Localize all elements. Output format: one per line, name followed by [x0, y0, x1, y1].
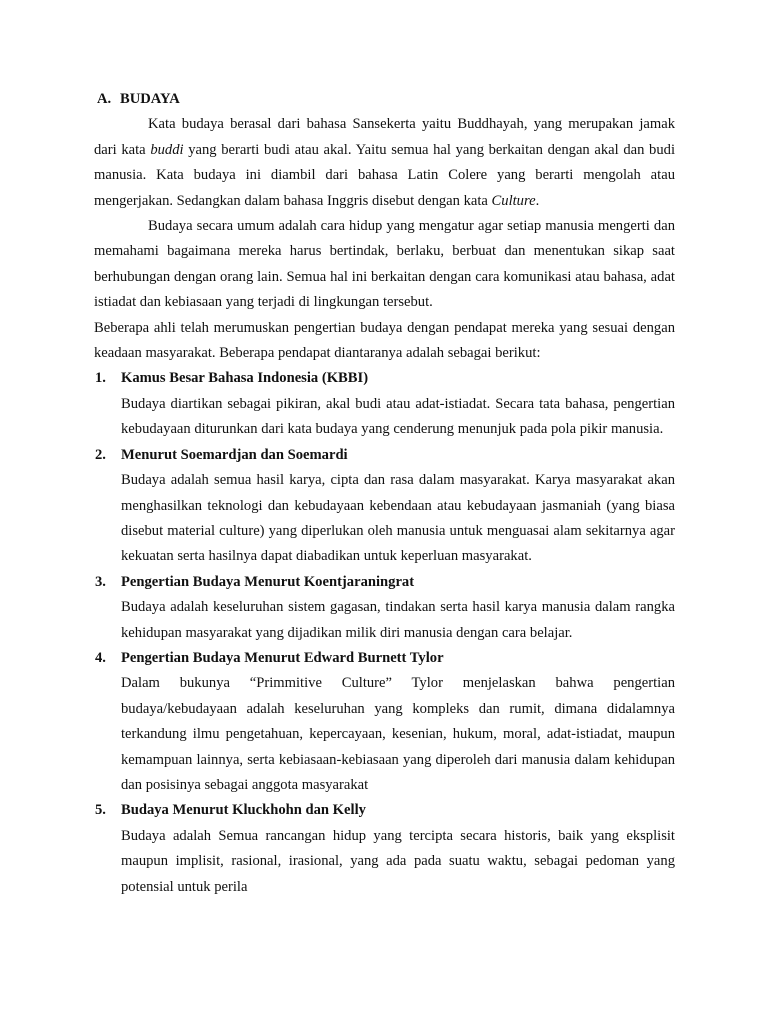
document-page	[94, 87, 675, 900]
list-item-title: Kamus Besar Bahasa Indonesia (KBBI)	[121, 370, 369, 387]
list-item-text: Dalam bukunya “Primmitive Culture” Tylor menjelaskan bahwa pengertian budaya/kebudayaan adalah keseluruhan yang kompleks dan rumit, dimana didalamnya terkandung ilmu pengetahuan, kepercayaan, kesenian, hukum, moral, adat-istiadat, maupun kemampuan lainnya, serta kebiasaan-kebiasaan yang diperoleh dari manusia dalam kehidupan dan posisinya sebagai anggota masyarakat	[121, 675, 675, 793]
section-number: A.	[97, 91, 112, 107]
list-item	[94, 366, 675, 442]
list-item	[94, 646, 675, 798]
intro-paragraph-2: Budaya secara umum adalah cara hidup yang mengatur agar setiap manusia mengerti dan memahami bagaimana mereka harus bertindak, berlaku, berbuat dan menentukan sikap saat berhubungan dengan orang lain. Semua hal ini berkaitan dengan cara komunikasi atau bahasa, adat istiadat dan kebiasaan yang terjadi di lingkungan tersebut.	[94, 218, 675, 311]
list-item-title: Pengertian Budaya Menurut Edward Burnett Tylor	[121, 649, 444, 666]
italic-term: Culture	[491, 192, 536, 209]
list-item-number: 5.	[95, 802, 106, 819]
list-item-number: 2.	[95, 446, 106, 463]
list-item-text: Budaya diartikan sebagai pikiran, akal budi atau adat-istiadat. Secara tata bahasa, pengertian kebudayaan diturunkan dari kata budaya yang cenderung menunjuk pada pola pikir manusia.	[121, 395, 675, 438]
list-item-text: Budaya adalah keseluruhan sistem gagasan, tindakan serta hasil karya manusia dalam rangka kehidupan masyarakat yang dijadikan milik diri manusia dengan cara belajar.	[121, 599, 675, 641]
list-item	[94, 798, 675, 900]
list-item-number: 4.	[95, 649, 106, 666]
italic-term: buddi	[150, 141, 184, 158]
list-item-title: Menurut Soemardjan dan Soemardi	[121, 446, 348, 463]
list-item-title: Budaya Menurut Kluckhohn dan Kelly	[121, 802, 366, 819]
list-item-title: Pengertian Budaya Menurut Koentjaraningrat	[121, 573, 415, 590]
list-item-number: 1.	[95, 370, 106, 387]
section-heading	[97, 87, 675, 112]
intro-paragraph-1	[94, 112, 675, 214]
section-title: BUDAYA	[120, 91, 180, 107]
text-run: Kata budaya berasal dari bahasa Sansekerta yaitu Buddhayah, yang merupakan jamak dari kata	[94, 116, 675, 158]
text-run: .	[535, 192, 540, 209]
list-item-text: Budaya adalah semua hasil karya, cipta dan rasa dalam masyarakat. Karya masyarakat akan menghasilkan teknologi dan kebudayaan kebendaan atau kebudayaan jasmaniah (yang biasa disebut material culture) yang diperlukan oleh manusia untuk menguasai alam sekitarnya agar kekuatan serta hasilnya dapat diabadikan untuk keperluan masyarakat.	[121, 472, 675, 565]
list-item	[94, 570, 675, 646]
list-item-text: Budaya adalah Semua rancangan hidup yang tercipta secara historis, baik yang eksplisit maupun implisit, rasional, irasional, yang ada pada suatu waktu, sebagai pedoman yang potensial untuk perila	[121, 827, 675, 895]
text-run: yang berarti budi atau akal. Yaitu semua hal yang berkaitan dengan akal dan budi manusia. Kata budaya ini diambil dari bahasa Latin Colere yang berarti mengolah atau mengerjakan. Sedangkan dalam bahasa Inggris disebut dengan kata	[94, 141, 676, 209]
list-item-number: 3.	[95, 573, 106, 590]
intro-paragraph-3: Beberapa ahli telah merumuskan pengertian budaya dengan pendapat mereka yang sesuai dengan keadaan masyarakat. Beberapa pendapat diantaranya adalah sebagai berikut:	[94, 319, 675, 362]
list-item	[94, 443, 675, 570]
